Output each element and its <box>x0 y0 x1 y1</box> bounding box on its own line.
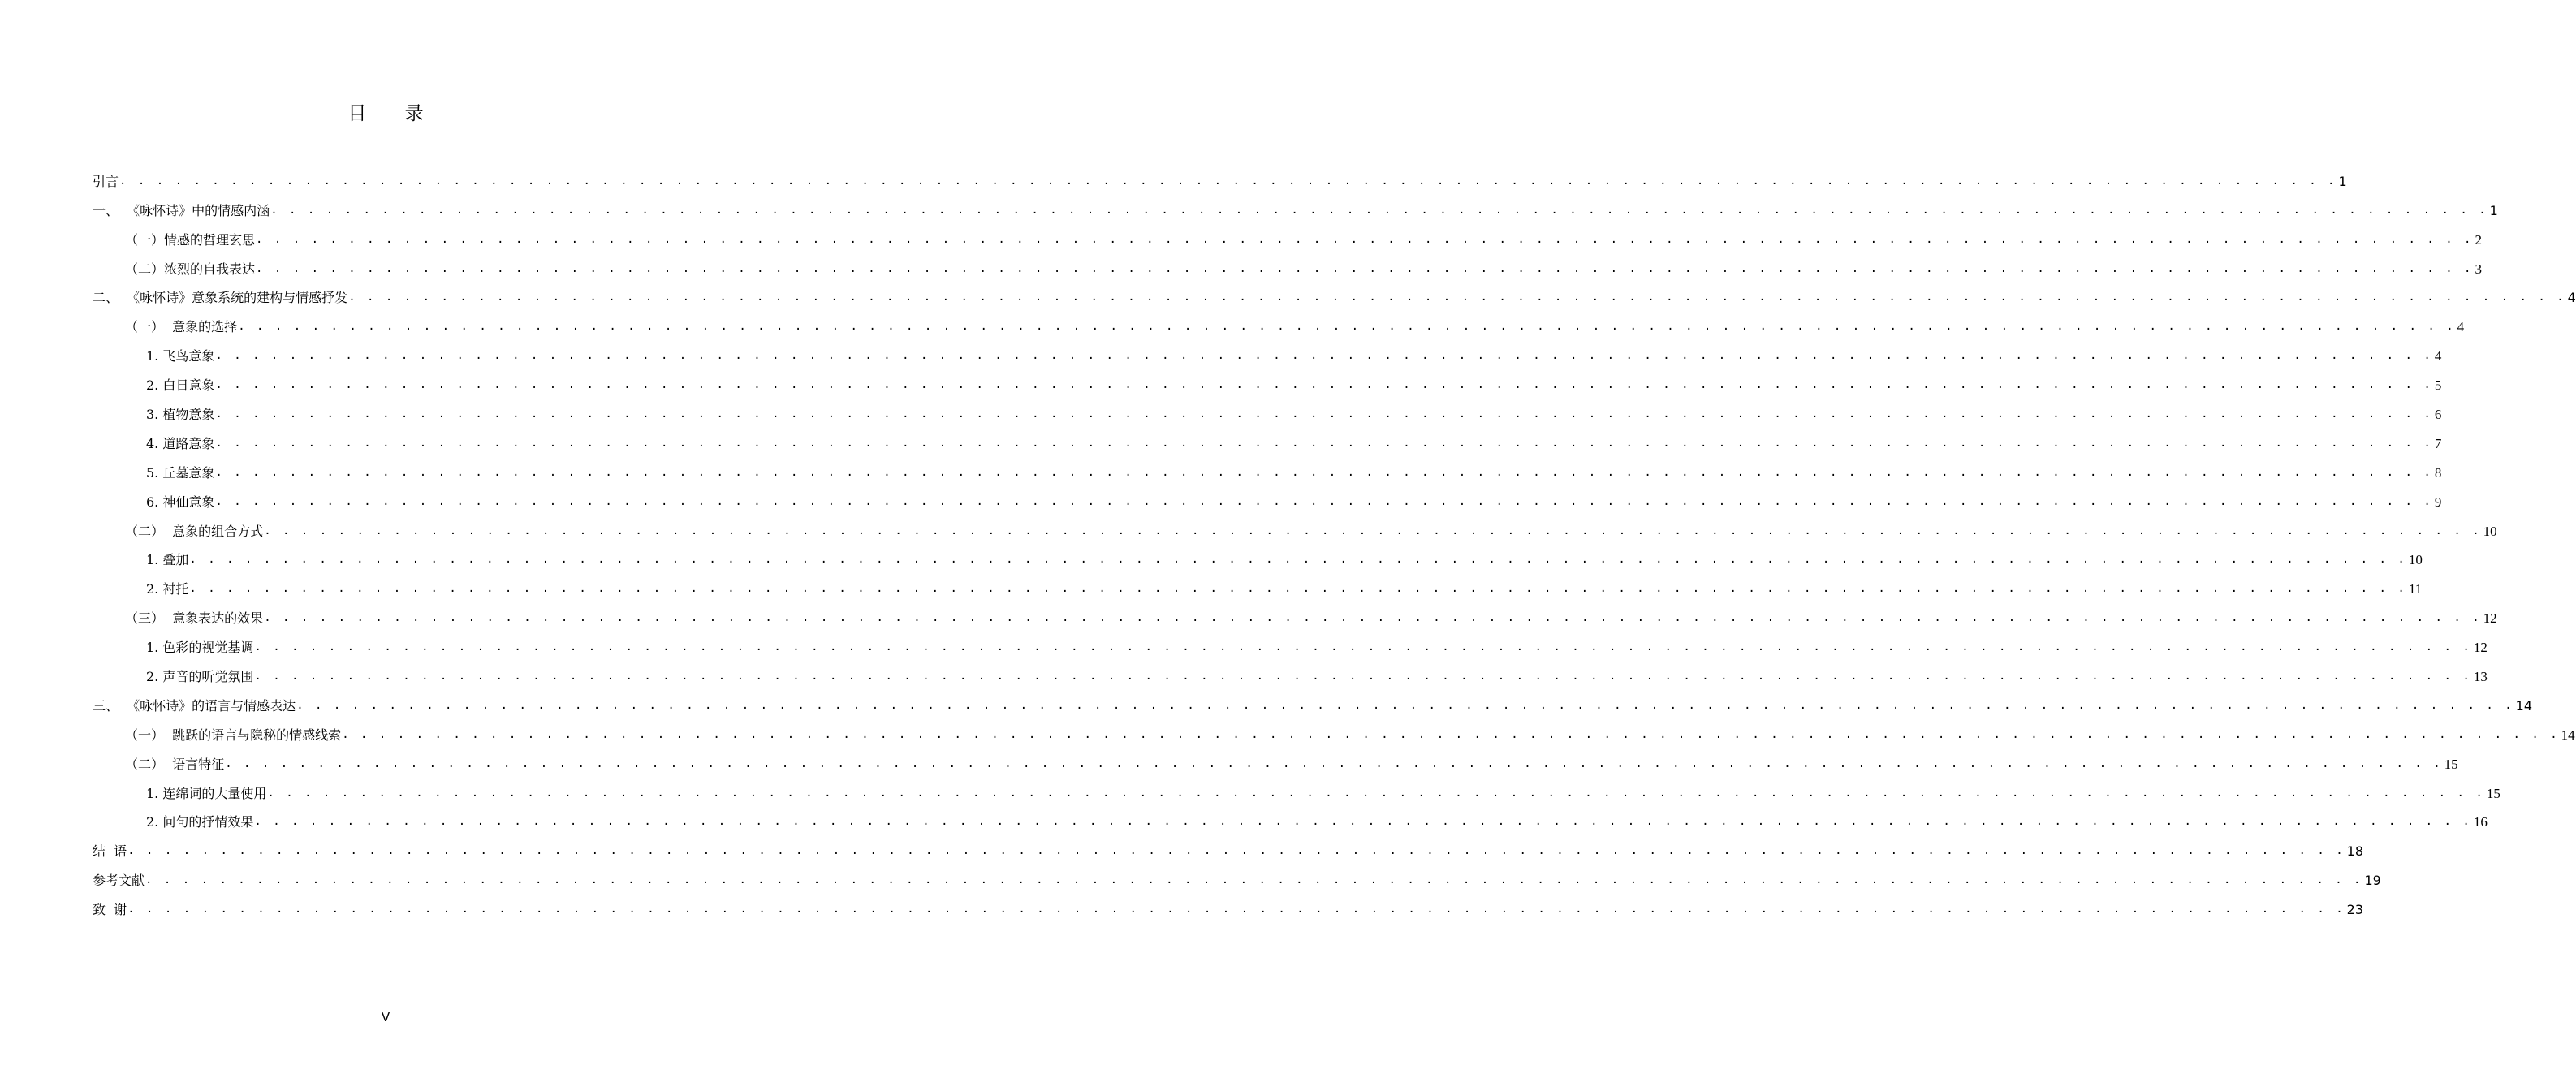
toc-entry[interactable] <box>93 802 2488 831</box>
toc-entry-title: 致 谢 <box>93 902 127 918</box>
toc-entry[interactable] <box>93 860 2381 889</box>
dot-leader: . . . . . . . . . . . . . . . . . . . . . . . . . . . . . . . . . . . . . . . . . . . . . . . . . . . . . . . . . . . . . . . . . . . . . . . . . . . . . . . . . . . . . . . . . . . . . . . . . . . . . . . . . . . . . . . . . . . . . . . . <box>127 903 2345 916</box>
toc-entry[interactable] <box>93 744 2458 773</box>
toc-entry-page: 5 <box>2434 377 2442 394</box>
toc-entry[interactable] <box>93 597 2497 627</box>
toc-entry-page: 19 <box>2364 873 2381 889</box>
dot-leader: . . . . . . . . . . . . . . . . . . . . . . . . . . . . . . . . . . . . . . . . . . . . . . . . . . . . . . . . . . . . . . . . . . . . . . . . . . . . . . . . . . . . . . . . . . . . . . . . . . . . . . . . . . . . . . . . . . . . . . . . <box>254 640 2472 654</box>
toc-entry-page: 14 <box>2515 697 2533 714</box>
toc-entry-title: 5. 丘墓意象 <box>146 464 215 481</box>
toc-entry[interactable] <box>93 568 2423 597</box>
dot-leader: . . . . . . . . . . . . . . . . . . . . . . . . . . . . . . . . . . . . . . . . . . . . . . . . . . . . . . . . . . . . . . . . . . . . . . . . . . . . . . . . . . . . . . . . . . . . . . . . . . . . . . . . . . . . . . . . . . . . . . . . <box>348 291 2566 304</box>
toc-entry[interactable] <box>93 190 2498 219</box>
toc-entry-page: 15 <box>2486 785 2500 801</box>
dot-leader: . . . . . . . . . . . . . . . . . . . . . . . . . . . . . . . . . . . . . . . . . . . . . . . . . . . . . . . . . . . . . . . . . . . . . . . . . . . . . . . . . . . . . . . . . . . . . . . . . . . . . . . . . . . . . . . . . . . . . . . . <box>215 436 2433 450</box>
toc-entry-page: 1 <box>2489 202 2498 218</box>
toc-entry-page: 14 <box>2561 727 2575 743</box>
toc-entry-page: 12 <box>2483 610 2497 627</box>
dot-leader: . . . . . . . . . . . . . . . . . . . . . . . . . . . . . . . . . . . . . . . . . . . . . . . . . . . . . . . . . . . . . . . . . . . . . . . . . . . . . . . . . . . . . . . . . . . . . . . . . . . . . . . . . . . . . . . . . . . . . . . . <box>189 553 2407 567</box>
toc-entry-title: （二）浓烈的自我表达 <box>125 261 256 277</box>
page-number: V <box>381 1010 390 1024</box>
toc-entry-title: 6. 神仙意象 <box>146 494 215 510</box>
toc-entry-title: （二） 语言特征 <box>125 756 225 772</box>
toc-entry-page: 15 <box>2444 756 2458 772</box>
dot-leader: . . . . . . . . . . . . . . . . . . . . . . . . . . . . . . . . . . . . . . . . . . . . . . . . . . . . . . . . . . . . . . . . . . . . . . . . . . . . . . . . . . . . . . . . . . . . . . . . . . . . . . . . . . . . . . . . . . . . . . . . <box>238 320 2456 334</box>
toc-entry-title: 参考文献 <box>93 873 145 889</box>
toc-entry-title: 2. 问句的抒情效果 <box>146 814 254 830</box>
table-of-contents <box>93 161 2576 918</box>
toc-entry-page: 11 <box>2408 581 2423 597</box>
toc-entry-page: 4 <box>2567 290 2576 306</box>
toc-entry-title: 2. 衬托 <box>146 581 189 597</box>
toc-entry-title: 1. 连绵词的大量使用 <box>146 785 267 801</box>
toc-entry-page: 1 <box>2338 173 2347 189</box>
dot-leader: . . . . . . . . . . . . . . . . . . . . . . . . . . . . . . . . . . . . . . . . . . . . . . . . . . . . . . . . . . . . . . . . . . . . . . . . . . . . . . . . . . . . . . . . . . . . . . . . . . . . . . . . . . . . . . . . . . . . . . . . <box>342 727 2560 741</box>
toc-entry-page: 10 <box>2483 523 2497 539</box>
toc-entry-title: 引言 <box>93 173 119 189</box>
toc-entry[interactable] <box>93 335 2442 364</box>
toc-entry-page: 23 <box>2346 902 2364 918</box>
toc-entry-page: 16 <box>2473 814 2488 830</box>
toc-entry[interactable] <box>93 248 2482 278</box>
toc-entry[interactable] <box>93 830 2364 860</box>
toc-entry[interactable] <box>93 161 2347 190</box>
toc-entry-page: 9 <box>2434 494 2442 510</box>
toc-entry[interactable] <box>93 627 2488 656</box>
toc-entry-page: 18 <box>2346 843 2364 860</box>
toc-entry-title: 4. 道路意象 <box>146 435 215 451</box>
toc-entry-page: 6 <box>2434 407 2442 423</box>
dot-leader: . . . . . . . . . . . . . . . . . . . . . . . . . . . . . . . . . . . . . . . . . . . . . . . . . . . . . . . . . . . . . . . . . . . . . . . . . . . . . . . . . . . . . . . . . . . . . . . . . . . . . . . . . . . . . . . . . . . . . . . . <box>119 174 2337 188</box>
toc-entry-page: 3 <box>2475 261 2482 277</box>
toc-entry-title: 1. 色彩的视觉基调 <box>146 640 254 656</box>
toc-entry-page: 4 <box>2434 348 2442 364</box>
toc-entry[interactable] <box>93 656 2488 685</box>
toc-entry-title: 2. 声音的听觉氛围 <box>146 669 254 685</box>
toc-entry[interactable] <box>93 364 2442 394</box>
toc-entry-title: 2. 白日意象 <box>146 377 215 394</box>
dot-leader: . . . . . . . . . . . . . . . . . . . . . . . . . . . . . . . . . . . . . . . . . . . . . . . . . . . . . . . . . . . . . . . . . . . . . . . . . . . . . . . . . . . . . . . . . . . . . . . . . . . . . . . . . . . . . . . . . . . . . . . . <box>264 524 2482 537</box>
toc-entry-title: （三） 意象表达的效果 <box>125 610 264 627</box>
toc-entry-page: 12 <box>2473 640 2488 656</box>
toc-entry[interactable] <box>93 219 2482 248</box>
toc-entry-title: （一）情感的哲理玄思 <box>125 231 256 248</box>
toc-entry-page: 8 <box>2434 464 2442 481</box>
toc-entry-page: 13 <box>2473 669 2488 685</box>
toc-entry-title: 一、 《咏怀诗》中的情感内涵 <box>93 202 270 218</box>
dot-leader: . . . . . . . . . . . . . . . . . . . . . . . . . . . . . . . . . . . . . . . . . . . . . . . . . . . . . . . . . . . . . . . . . . . . . . . . . . . . . . . . . . . . . . . . . . . . . . . . . . . . . . . . . . . . . . . . . . . . . . . . <box>215 494 2433 508</box>
toc-entry-title: 3. 植物意象 <box>146 407 215 423</box>
toc-entry[interactable] <box>93 394 2442 423</box>
dot-leader: . . . . . . . . . . . . . . . . . . . . . . . . . . . . . . . . . . . . . . . . . . . . . . . . . . . . . . . . . . . . . . . . . . . . . . . . . . . . . . . . . . . . . . . . . . . . . . . . . . . . . . . . . . . . . . . . . . . . . . . . <box>145 873 2363 887</box>
toc-entry[interactable] <box>93 423 2442 452</box>
dot-leader: . . . . . . . . . . . . . . . . . . . . . . . . . . . . . . . . . . . . . . . . . . . . . . . . . . . . . . . . . . . . . . . . . . . . . . . . . . . . . . . . . . . . . . . . . . . . . . . . . . . . . . . . . . . . . . . . . . . . . . . . <box>296 698 2514 712</box>
dot-leader: . . . . . . . . . . . . . . . . . . . . . . . . . . . . . . . . . . . . . . . . . . . . . . . . . . . . . . . . . . . . . . . . . . . . . . . . . . . . . . . . . . . . . . . . . . . . . . . . . . . . . . . . . . . . . . . . . . . . . . . . <box>256 232 2474 246</box>
toc-entry-page: 2 <box>2475 231 2482 248</box>
toc-entry[interactable] <box>93 278 2576 307</box>
dot-leader: . . . . . . . . . . . . . . . . . . . . . . . . . . . . . . . . . . . . . . . . . . . . . . . . . . . . . . . . . . . . . . . . . . . . . . . . . . . . . . . . . . . . . . . . . . . . . . . . . . . . . . . . . . . . . . . . . . . . . . . . <box>215 408 2433 421</box>
toc-entry-title: 1. 飞鸟意象 <box>146 348 215 364</box>
dot-leader: . . . . . . . . . . . . . . . . . . . . . . . . . . . . . . . . . . . . . . . . . . . . . . . . . . . . . . . . . . . . . . . . . . . . . . . . . . . . . . . . . . . . . . . . . . . . . . . . . . . . . . . . . . . . . . . . . . . . . . . . <box>127 844 2345 858</box>
dot-leader: . . . . . . . . . . . . . . . . . . . . . . . . . . . . . . . . . . . . . . . . . . . . . . . . . . . . . . . . . . . . . . . . . . . . . . . . . . . . . . . . . . . . . . . . . . . . . . . . . . . . . . . . . . . . . . . . . . . . . . . . <box>225 757 2443 770</box>
toc-entry-title: 结 语 <box>93 843 127 860</box>
toc-entry-title: （一） 意象的选择 <box>125 319 238 335</box>
toc-entry[interactable] <box>93 889 2364 918</box>
toc-entry-title: （二） 意象的组合方式 <box>125 523 264 539</box>
dot-leader: . . . . . . . . . . . . . . . . . . . . . . . . . . . . . . . . . . . . . . . . . . . . . . . . . . . . . . . . . . . . . . . . . . . . . . . . . . . . . . . . . . . . . . . . . . . . . . . . . . . . . . . . . . . . . . . . . . . . . . . . <box>215 465 2433 479</box>
page-title: 目 录 <box>347 103 440 124</box>
toc-entry-page: 7 <box>2434 435 2442 451</box>
toc-entry-title: （一） 跳跃的语言与隐秘的情感线索 <box>125 727 342 743</box>
dot-leader: . . . . . . . . . . . . . . . . . . . . . . . . . . . . . . . . . . . . . . . . . . . . . . . . . . . . . . . . . . . . . . . . . . . . . . . . . . . . . . . . . . . . . . . . . . . . . . . . . . . . . . . . . . . . . . . . . . . . . . . . <box>189 582 2407 596</box>
toc-entry[interactable] <box>93 714 2575 744</box>
dot-leader: . . . . . . . . . . . . . . . . . . . . . . . . . . . . . . . . . . . . . . . . . . . . . . . . . . . . . . . . . . . . . . . . . . . . . . . . . . . . . . . . . . . . . . . . . . . . . . . . . . . . . . . . . . . . . . . . . . . . . . . . <box>264 611 2482 625</box>
dot-leader: . . . . . . . . . . . . . . . . . . . . . . . . . . . . . . . . . . . . . . . . . . . . . . . . . . . . . . . . . . . . . . . . . . . . . . . . . . . . . . . . . . . . . . . . . . . . . . . . . . . . . . . . . . . . . . . . . . . . . . . . <box>254 670 2472 683</box>
toc-entry-page: 4 <box>2457 319 2465 335</box>
dot-leader: . . . . . . . . . . . . . . . . . . . . . . . . . . . . . . . . . . . . . . . . . . . . . . . . . . . . . . . . . . . . . . . . . . . . . . . . . . . . . . . . . . . . . . . . . . . . . . . . . . . . . . . . . . . . . . . . . . . . . . . . <box>270 203 2488 217</box>
toc-entry[interactable] <box>93 540 2423 569</box>
toc-entry[interactable] <box>93 773 2500 802</box>
toc-entry-page: 10 <box>2408 552 2423 568</box>
toc-entry[interactable] <box>93 452 2442 481</box>
dot-leader: . . . . . . . . . . . . . . . . . . . . . . . . . . . . . . . . . . . . . . . . . . . . . . . . . . . . . . . . . . . . . . . . . . . . . . . . . . . . . . . . . . . . . . . . . . . . . . . . . . . . . . . . . . . . . . . . . . . . . . . . <box>256 261 2474 275</box>
toc-entry-title: 1. 叠加 <box>146 552 189 568</box>
toc-entry[interactable] <box>93 685 2533 714</box>
dot-leader: . . . . . . . . . . . . . . . . . . . . . . . . . . . . . . . . . . . . . . . . . . . . . . . . . . . . . . . . . . . . . . . . . . . . . . . . . . . . . . . . . . . . . . . . . . . . . . . . . . . . . . . . . . . . . . . . . . . . . . . . <box>215 378 2433 392</box>
toc-entry-title: 三、 《咏怀诗》的语言与情感表达 <box>93 697 296 714</box>
dot-leader: . . . . . . . . . . . . . . . . . . . . . . . . . . . . . . . . . . . . . . . . . . . . . . . . . . . . . . . . . . . . . . . . . . . . . . . . . . . . . . . . . . . . . . . . . . . . . . . . . . . . . . . . . . . . . . . . . . . . . . . . <box>267 786 2485 800</box>
toc-entry[interactable] <box>93 306 2465 335</box>
dot-leader: . . . . . . . . . . . . . . . . . . . . . . . . . . . . . . . . . . . . . . . . . . . . . . . . . . . . . . . . . . . . . . . . . . . . . . . . . . . . . . . . . . . . . . . . . . . . . . . . . . . . . . . . . . . . . . . . . . . . . . . . <box>215 349 2433 363</box>
toc-entry[interactable] <box>93 511 2497 540</box>
toc-entry[interactable] <box>93 481 2442 511</box>
toc-entry-title: 二、 《咏怀诗》意象系统的建构与情感抒发 <box>93 290 348 306</box>
dot-leader: . . . . . . . . . . . . . . . . . . . . . . . . . . . . . . . . . . . . . . . . . . . . . . . . . . . . . . . . . . . . . . . . . . . . . . . . . . . . . . . . . . . . . . . . . . . . . . . . . . . . . . . . . . . . . . . . . . . . . . . . <box>254 815 2472 829</box>
